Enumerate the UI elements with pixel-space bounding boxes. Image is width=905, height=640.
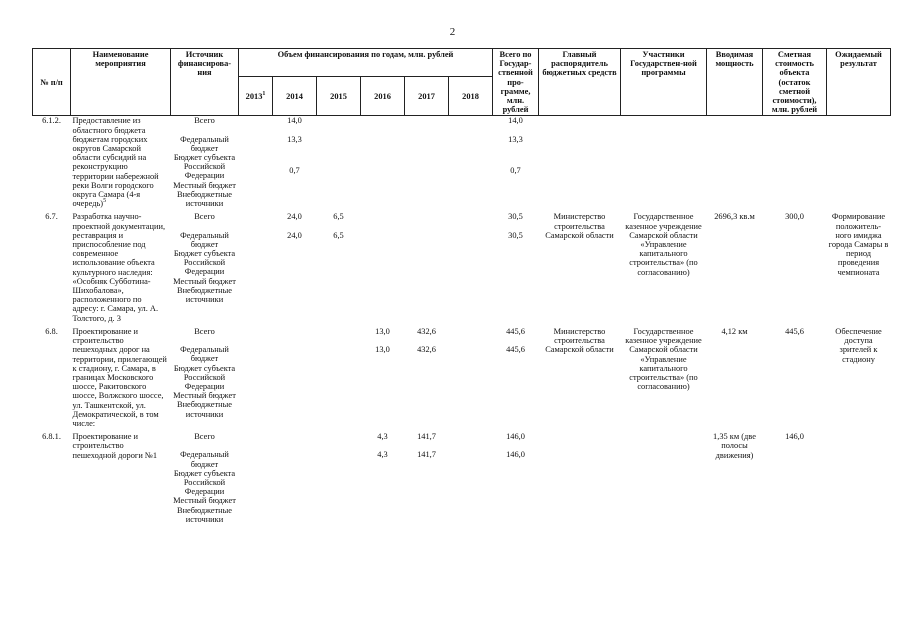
spacer xyxy=(173,336,237,345)
total-value: 30,5 xyxy=(508,230,523,240)
row-name-text: Проектирование и строительство пешеходной дороги №1 xyxy=(72,432,158,460)
cell-y2017 xyxy=(405,212,449,322)
cell-y2015 xyxy=(317,116,361,209)
table-body xyxy=(33,116,891,528)
row-name xyxy=(71,212,171,322)
source-label: Местный бюджет xyxy=(173,180,236,190)
row-result: Обеспечение доступа зрителей к стадиону xyxy=(835,326,882,364)
row-name xyxy=(71,432,171,524)
cell-y2016 xyxy=(361,116,405,209)
spacer xyxy=(173,441,237,450)
cell-2013 xyxy=(239,116,273,209)
col-header-year-2015: 2015 xyxy=(317,77,361,116)
row-gap xyxy=(33,524,891,528)
spacer xyxy=(319,222,359,231)
spacer xyxy=(407,336,447,345)
source-label: Всего xyxy=(194,212,215,222)
y2014-value: 13,3 xyxy=(287,134,302,144)
total-value: 146,0 xyxy=(506,432,525,442)
row-estimate: 300,0 xyxy=(785,212,804,222)
y2017-value: 141,7 xyxy=(417,432,436,442)
y2014-value: 0,7 xyxy=(289,165,300,175)
row-participants xyxy=(621,116,707,209)
row-capacity xyxy=(707,116,763,209)
total-value: 30,5 xyxy=(508,212,523,222)
source-label: Федеральный бюджет xyxy=(180,134,229,153)
table-row xyxy=(33,212,891,322)
row-estimate: 146,0 xyxy=(785,432,804,442)
cell-y2016 xyxy=(361,212,405,322)
cell-y2015 xyxy=(317,432,361,524)
row-estimate: 445,6 xyxy=(785,326,804,336)
col-header-year-2013: 2013$^1$ xyxy=(239,77,273,116)
cell-y2014 xyxy=(273,116,317,209)
cell-2013 xyxy=(239,212,273,322)
row-result xyxy=(827,432,891,524)
col-header-capacity: Вводимая мощность xyxy=(707,49,763,116)
spacer xyxy=(407,441,447,450)
cell-y2017 xyxy=(405,327,449,428)
y2015-value: 6,5 xyxy=(333,230,344,240)
cell-total xyxy=(493,212,539,322)
row-num: 6.7. xyxy=(45,212,58,222)
table-header xyxy=(33,49,891,116)
total-value: 445,6 xyxy=(506,326,525,336)
row-sources xyxy=(171,116,239,209)
col-header-source: Источник финансирова-ния xyxy=(171,49,239,116)
spacer xyxy=(319,432,359,441)
row-name-text: Проектирование и строительство пешеходных дорог на территории, прилегающей к стадиону, г. Самара, в границах Московского шоссе, Ракитовского шоссе, Волжского шоссе, ул. Ташкентской, ул. Демократической, в том числе: xyxy=(72,326,167,428)
row-capacity: 1,35 км (две полосы движения) xyxy=(713,432,756,460)
col-header-year-2018: 2018 xyxy=(449,77,493,116)
y2014-value: 24,0 xyxy=(287,230,302,240)
cell-y2015 xyxy=(317,327,361,428)
total-value: 0,7 xyxy=(510,165,521,175)
table-row xyxy=(33,432,891,524)
spacer xyxy=(363,336,403,345)
row-estimate xyxy=(763,116,827,209)
col-header-year-2017: 2017 xyxy=(405,77,449,116)
cell-y2017 xyxy=(405,432,449,524)
table-row xyxy=(33,327,891,428)
page-number: 2 xyxy=(449,26,456,38)
source-label: Федеральный бюджет xyxy=(180,230,229,249)
source-label: Бюджет субъекта Российской Федерации xyxy=(173,468,236,497)
table-row xyxy=(33,116,891,209)
spacer xyxy=(173,126,237,135)
col-header-year-2016: 2016 xyxy=(361,77,405,116)
spacer xyxy=(319,116,359,125)
col-header-participants: Участники Государствен-ной программы xyxy=(621,49,707,116)
source-label: Всего xyxy=(194,432,215,442)
col-header-admin: Главный распорядитель бюджетных средств xyxy=(539,49,621,116)
spacer xyxy=(275,327,315,336)
y2017-value: 141,7 xyxy=(417,450,436,460)
row-admin xyxy=(539,432,621,524)
spacer xyxy=(275,432,315,441)
row-capacity: 4,12 км xyxy=(721,326,748,336)
cell-total xyxy=(493,432,539,524)
source-label: Всего xyxy=(194,326,215,336)
source-label: Бюджет субъекта Российской Федерации xyxy=(173,249,236,277)
col-header-year-2014: 2014 xyxy=(273,77,317,116)
spacer xyxy=(363,441,403,450)
row-name xyxy=(71,327,171,428)
row-gap-cell xyxy=(33,524,891,528)
row-participants xyxy=(621,432,707,524)
cell-y2016 xyxy=(361,432,405,524)
total-value: 146,0 xyxy=(506,450,525,460)
y2016-value: 13,0 xyxy=(375,345,390,355)
cell-2018 xyxy=(449,116,493,209)
spacer xyxy=(407,116,447,125)
y2017-value: 432,6 xyxy=(417,326,436,336)
spacer xyxy=(363,116,403,125)
row-name-text: Предоставление из областного бюджета бюджетам городских округов Самарской области субсидий на реконструкцию территории набережной реки Волги городского округа Самара (4-я очередь) xyxy=(72,116,159,209)
financing-table xyxy=(32,48,891,528)
source-label: Всего xyxy=(194,116,215,126)
cell-2018 xyxy=(449,327,493,428)
spacer xyxy=(495,126,537,135)
y2014-value: 14,0 xyxy=(287,116,302,126)
cell-y2014 xyxy=(273,327,317,428)
cell-2018 xyxy=(449,432,493,524)
row-capacity: 2696,3 кв.м xyxy=(714,212,755,222)
total-value: 13,3 xyxy=(508,134,523,144)
source-label: Бюджет субъекта Российской Федерации xyxy=(173,363,236,391)
row-result: Формирование положитель-ного имиджа города Самары в период проведения чемпионата xyxy=(828,212,889,277)
total-value: 14,0 xyxy=(508,116,523,126)
cell-y2014 xyxy=(273,432,317,524)
cell-y2015 xyxy=(317,212,361,322)
source-label: Внебюджетные источники xyxy=(176,189,233,209)
y2014-value: 24,0 xyxy=(287,212,302,222)
y2015-value: 6,5 xyxy=(333,212,344,222)
source-label: Федеральный бюджет xyxy=(180,450,229,469)
spacer xyxy=(275,222,315,231)
cell-y2017 xyxy=(405,116,449,209)
row-participants: Государственное казенное учреждение Самарской области «Управление капитального строительства» (по согласованию) xyxy=(625,326,702,392)
row-admin: Министерство строительства Самарской области xyxy=(545,212,614,240)
source-label: Федеральный бюджет xyxy=(180,345,229,364)
spacer xyxy=(495,222,537,231)
source-label: Местный бюджет xyxy=(173,496,236,506)
y2016-value: 13,0 xyxy=(375,326,390,336)
row-name-text: Разработка научно-проектной документации, реставрация и приспособление под современное использование объекта культурного наследия: «Особняк Субботина-Шихобалова», расположенного по адресу: г. Самара, ул. А. Толстого, д. 3 xyxy=(72,212,166,323)
cell-2013 xyxy=(239,432,273,524)
row-admin xyxy=(539,116,621,209)
spacer xyxy=(319,327,359,336)
cell-2018 xyxy=(449,212,493,322)
spacer xyxy=(495,336,537,345)
y2016-value: 4,3 xyxy=(377,450,388,460)
col-header-total: Всего по Государ-ственной про-грамме, млн. рублей xyxy=(493,49,539,116)
cell-y2014 xyxy=(273,212,317,322)
cell-total xyxy=(493,116,539,209)
row-num: 6.1.2. xyxy=(42,116,61,126)
row-participants: Государственное казенное учреждение Самарской области «Управление капитального строительства» (по согласованию) xyxy=(625,212,702,277)
col-header-num: № п/п xyxy=(33,49,71,116)
row-sources xyxy=(171,432,239,524)
total-value: 445,6 xyxy=(506,345,525,355)
source-label: Внебюджетные источники xyxy=(176,400,233,419)
source-label: Местный бюджет xyxy=(173,276,236,286)
cell-2013 xyxy=(239,327,273,428)
row-sources xyxy=(171,327,239,428)
spacer xyxy=(495,441,537,450)
spacer xyxy=(407,212,447,221)
y2017-value: 432,6 xyxy=(417,345,436,355)
source-label: Местный бюджет xyxy=(173,391,236,401)
row-sources xyxy=(171,212,239,322)
col-header-estimate: Сметная стоимость объекта (остаток сметной стоимости), млн. рублей xyxy=(763,49,827,116)
cell-y2016 xyxy=(361,327,405,428)
spacer xyxy=(173,222,237,231)
row-name xyxy=(71,116,171,209)
col-header-result: Ожидаемый результат xyxy=(827,49,891,116)
row-num: 6.8. xyxy=(45,326,58,336)
spacer xyxy=(363,212,403,221)
y2016-value: 4,3 xyxy=(377,432,388,442)
source-label: Внебюджетные источники xyxy=(176,505,233,524)
row-num: 6.8.1. xyxy=(42,432,61,442)
source-label: Внебюджетные источники xyxy=(176,285,233,305)
source-label: Бюджет субъекта Российской Федерации xyxy=(173,153,236,181)
cell-total xyxy=(493,327,539,428)
row-admin: Министерство строительства Самарской области xyxy=(545,326,614,355)
col-header-funding-group: Объем финансирования по годам, млн. рублей xyxy=(239,49,493,77)
col-header-name: Наименование мероприятия xyxy=(71,49,171,116)
row-result xyxy=(827,116,891,209)
footnote-mark: 5 xyxy=(103,198,107,205)
spacer xyxy=(275,126,315,135)
